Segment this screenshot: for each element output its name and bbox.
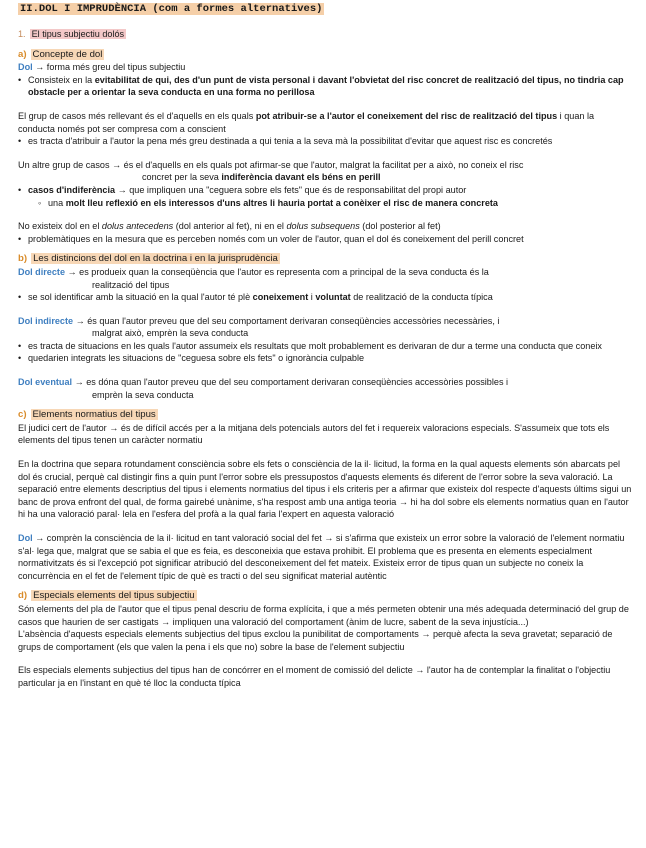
sub-list-item: ◦ una molt lleu reflexió en els interessos d'uns altres li hauria portat a conèixer el risc de manera concreta <box>18 197 632 210</box>
list-item: • es tracta de situacions en les quals l'autor assumeix els resultats que molt probablement es derivaran de dur a terme una conducta que coneix <box>18 340 632 353</box>
paragraph: En la doctrina que separa rotundament consciència sobre els fets o consciència de la il· licitud, la forma en la qual aquests elements són abarcats pel dol és crucial, perquè cal distingir fins a quin punt l'error sobre els pressupostos d'aquests elements és diferent de l'error sobre la seva valoració. La separació entre elements descriptius del tipus i elements normatius del tipus i els criteris per a afirmar que existeix dol respecte d'aquests últims sigui un banc de prova enfront del qual, de forma gairebé unànime, s'ha respost amb una antiga teoria → hi ha dol sobre els elements normatius quan en l'autor hi ha una valoració paral· lela en l'esfera del profà a la qual faria l'expert en aquesta valoració <box>18 459 632 520</box>
list-item: • Consisteix en la evitabilitat de qui, des d'un punt de vista personal i davant l'obvietat del risc concret de realització del tipus, no tindria cap obstacle per a orientar la seva conducta en una forma no perillosa <box>18 74 632 99</box>
dol-eventual: Dol eventual → es dóna quan l'autor preveu que del seu comportament derivaran conseqüències accessòries possibles i <box>18 377 509 388</box>
dol-directe: Dol directe → es produeix quan la conseqüència que l'autor es representa com a principal de la seva conducta és la <box>18 266 489 277</box>
list-item: • casos d'indiferència → que impliquen una "ceguera sobre els fets" que és de responsabilitat del propi autor <box>18 184 632 197</box>
list-item: • problemàtiques en la mesura que es perceben només com un voler de l'autor, quan el dol és coneixement del perill concret <box>18 233 632 246</box>
paragraph: Un altre grup de casos → és el d'aquells en els quals pot afirmar-se que l'autor, malgrat la facilitat per a això, no coneix el risc <box>18 159 524 170</box>
paragraph-continuation: malgrat això, emprèn la seva conducta <box>92 328 249 339</box>
paragraph-continuation: concret per la seva indiferència davant els béns en perill <box>142 172 381 183</box>
list-item: • se sol identificar amb la situació en la qual l'autor té plè coneixement i voluntat de realització de la conducta típica <box>18 291 632 304</box>
paragraph: El judici cert de l'autor → és de difícil accés per a la mitjana dels potencials autors del fet i requereix valoracions especials. S'assumeix que tots els elements del tipus tenen un caràcter normatiu <box>18 422 610 446</box>
subsection-d-heading: d) Especials elements del tipus subjectiu <box>18 590 195 602</box>
list-item: • es tracta d'atribuir a l'autor la pena més greu destinada a qui tenia a la seva mà la possibilitat d'evitar que aquest risc es concretés <box>18 135 632 148</box>
paragraph: Dol → comprèn la consciència de la il· licitud en tant valoració social del fet → si s'afirma que existeix un error sobre la valoració de l'element normatiu s'al· lega que, malgrat que se sabia el que es feia, es desconeixia que estava prohibit. El problema que es presenta en elements especialment normativitzats és si l'excepció pot significar atribució del desconeixement del fet mateix. Existeix error de tipus quan un subjecte no coneix la concurrència en el fet de l'element típic de què es tracti o del seu significat material autèntic <box>18 533 625 581</box>
subsection-c-heading: c) Elements normatius del tipus <box>18 409 156 421</box>
list-item: • quedarien integrats les situacions de "ceguesa sobre els fets" o ignorància culpable <box>18 352 632 365</box>
paragraph: L'absència d'aquests especials elements subjectius del tipus exclou la punibilitat de comportaments → perquè afecta la seva gravetat; separació de grups de comportament (els que valen la pena i els que no) sobre la base de l'element subjectiu <box>18 629 613 652</box>
dol-definition: Dol → forma més greu del tipus subjectiu <box>18 62 186 73</box>
subsection-b-heading: b) Les distincions del dol en la doctrina i en la jurisprudència <box>18 253 278 265</box>
paragraph: No existeix dol en el dolus antecedens (dol anterior al fet), ni en el dolus subsequens (dol posterior al fet) <box>18 221 441 232</box>
paragraph: El grup de casos més rellevant és el d'aquells en els quals pot atribuir-se a l'autor el coneixement del risc de realització del tipus i quan la conducta només pot ser compresa com a conscient <box>18 110 595 134</box>
paragraph: Són elements del pla de l'autor que el tipus penal descriu de forma explícita, i que a més permeten obtenir una més adequada determinació del grup de casos que haurien de ser castigats → impliquen una valoració del comportament (ànim de lucre, sabent de la seva injustícia...) <box>18 603 629 627</box>
paragraph: Els especials elements subjectius del tipus han de concórrer en el moment de comissió del delicte → l'autor ha de contemplar la finalitat o l'objectiu particular ja en l'instant en què té lloc la conducta típica <box>18 665 611 688</box>
paragraph-continuation: emprèn la seva conducta <box>92 389 194 400</box>
page-title: II.DOL I IMPRUDÈNCIA (com a formes alternatives) <box>20 3 323 15</box>
dol-indirecte: Dol indirecte → és quan l'autor preveu que del seu comportament derivaran conseqüències accessòries necessàries, i <box>18 315 500 326</box>
section-1-heading: 1. El tipus subjectiu dolós <box>18 29 125 39</box>
paragraph-continuation: realització del tipus <box>92 279 170 290</box>
subsection-a-heading: a) Concepte de dol <box>18 48 103 60</box>
